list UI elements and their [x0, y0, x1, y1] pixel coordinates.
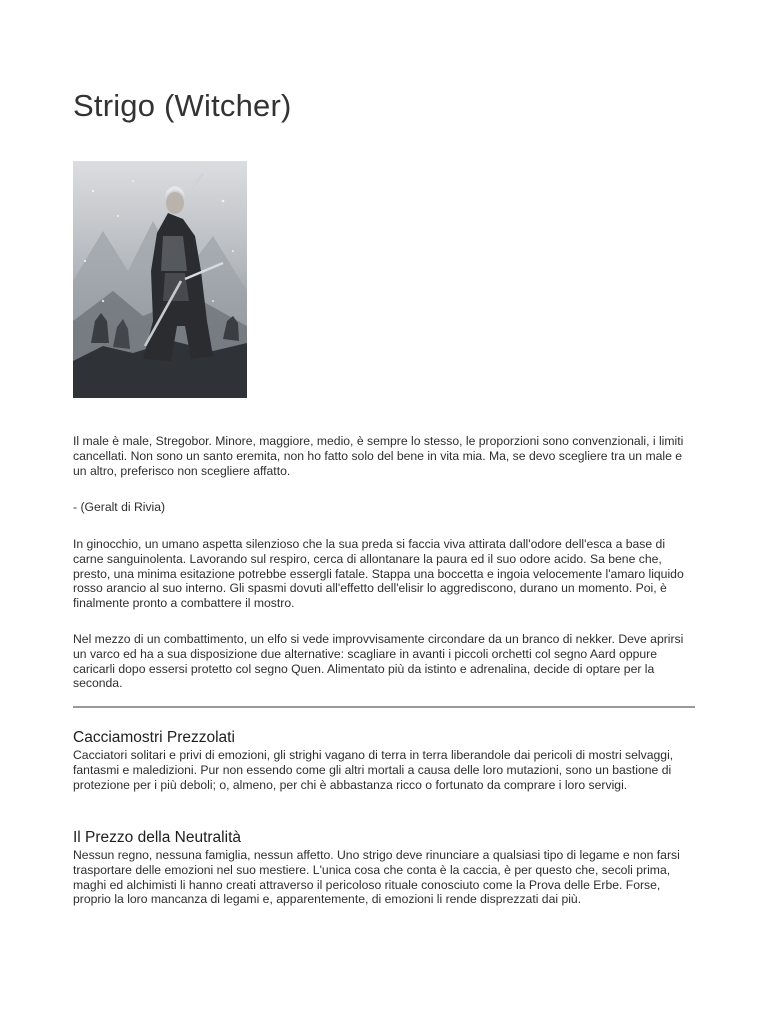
page-title: Strigo (Witcher) [73, 88, 292, 123]
opening-quote: Il male è male, Stregobor. Minore, maggiore, medio, è sempre lo stesso, le proporzioni sono convenzionali, i limiti cancellati. Non sono un santo eremita, non ho fatto solo del bene in vita mia. Ma, se devo scegliere tra un male e un altro, preferisco non scegliere affatto. [73, 434, 684, 478]
section-heading-cacciamostri: Cacciamostri Prezzolati [73, 729, 235, 746]
section-heading-neutralita: Il Prezzo della Neutralità [73, 829, 241, 846]
section-divider [73, 706, 695, 708]
quote-attribution: - (Geralt di Rivia) [73, 500, 166, 514]
intro-paragraph-1: In ginocchio, un umano aspetta silenzioso che la sua preda si faccia viva attirata dall'odore dell'esca a base di carne sanguinolenta. Lavorando sul respiro, cerca di allontanare la paura ed il suo odore acido. Sa bene che, presto, una minima esitazione potrebbe essergli fatale. Stappa una boccetta e ingoia velocemente l'amaro liquido rosso arancio al suo interno. Gli spasmi dovuti all'effetto dell'elisir lo aggrediscono, durano un momento. Poi, è finalmente pronto a combattere il mostro. [73, 537, 684, 611]
intro-paragraph-2: Nel mezzo di un combattimento, un elfo si vede improvvisamente circondare da un branco di nekker. Deve aprirsi un varco ed ha a sua disposizione due alternative: scagliare in avanti i piccoli orchetti col segno Aard oppure caricarli dopo essersi protetto col segno Quen. Alimentato più da istinto e adrenalina, decide di optare per la seconda. [73, 632, 684, 691]
witcher-portrait-illustration-icon [73, 161, 247, 398]
section-body-neutralita: Nessun regno, nessuna famiglia, nessun affetto. Uno strigo deve rinunciare a qualsiasi tipo di legame e non farsi trasportare delle emozioni nel suo mestiere. L'unica cosa che conta è la caccia, è per questo che, secoli prima, maghi ed alchimisti li hanno creati attraverso il pericoloso rituale conosciuto come la Prova delle Erbe. Forse, proprio la loro mancanza di legami e, apparentemente, di emozioni li rende disprezzati dai più. [73, 848, 680, 907]
section-body-cacciamostri: Cacciatori solitari e privi di emozioni, gli strighi vagano di terra in terra liberandole dai pericoli di mostri selvaggi, fantasmi e maledizioni. Pur non essendo come gli altri mortali a causa delle loro mutazioni, sono un bastione di protezione per i più deboli; o, almeno, per chi è abbastanza ricco o fortunato da comprare i loro servigi. [73, 748, 674, 792]
